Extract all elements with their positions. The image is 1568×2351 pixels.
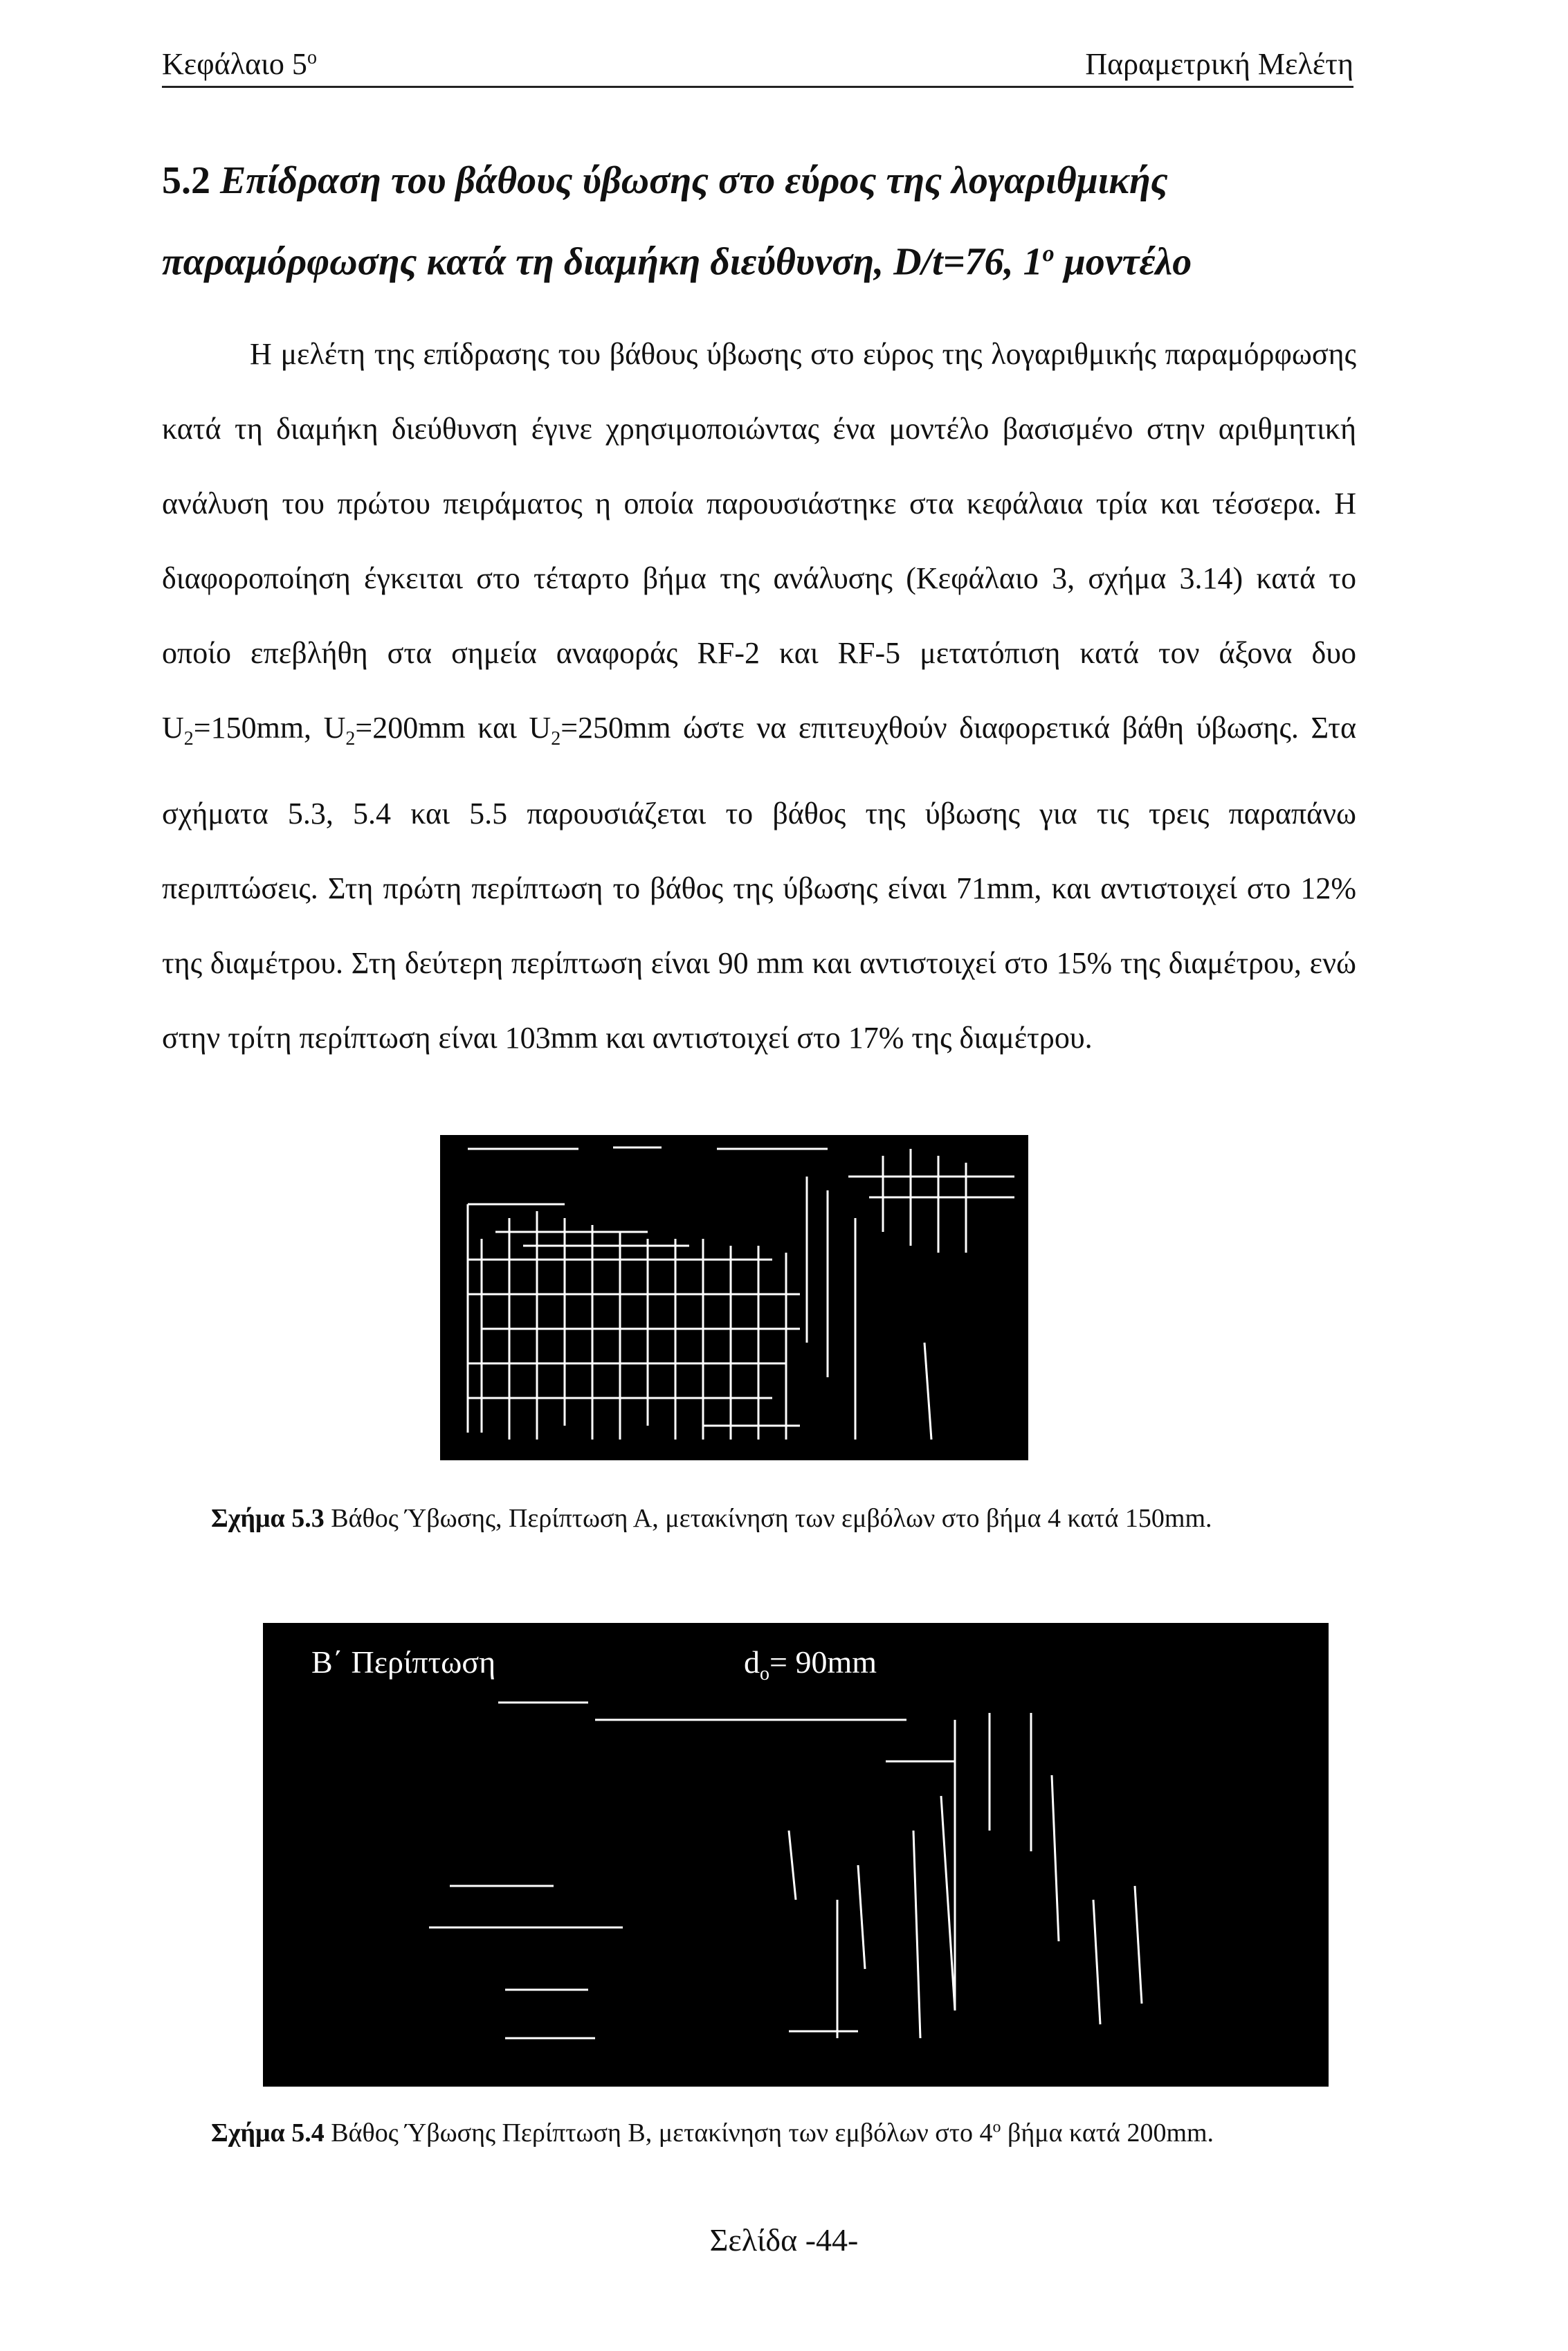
section-number: 5.2	[162, 159, 210, 202]
header-chapter: Κεφάλαιο $5^o$	[162, 46, 317, 81]
page-header	[162, 43, 1353, 88]
figure-5-4-case-label: Β΄ Περίπτωση	[311, 1644, 496, 1680]
figure-5-4-image	[263, 1623, 1329, 2087]
figure-5-4-caption: Σχήμα 5.4 Βάθος Ύβωσης Περίπτωση Β, μετακίνηση των εμβόλων στο $4^o$ βήμα κατά 200mm.	[211, 2118, 1214, 2148]
title-line-2: παραμόρφωσης κατά τη διαμήκη διεύθυνση, D/t=76, $1^o$ μοντέλο	[162, 240, 1192, 284]
figure-5-3-image	[440, 1135, 1028, 1460]
page-number: Σελίδα -44-	[709, 2222, 859, 2258]
deformed-mesh-b-icon	[263, 1623, 1329, 2087]
deformed-mesh-a-icon	[440, 1135, 1028, 1460]
body-paragraph: Η μελέτη της επίδρασης του βάθους ύβωσης στο εύρος της λογαριθμικής παραμόρφωσης κατά τη διαμήκη διεύθυνση έγινε χρησιμοποιώντας ένα μοντέλο βασισμένο στην αριθμητική ανάλυση του πρώτου πειράματος η οποία παρουσιάστηκε στα κεφάλαια τρία και τέσσερα. Η διαφοροποίηση έγκειται στο τέταρτο βήμα της ανάλυσης (Κεφάλαιο 3, σχήμα 3.14) κατά το οποίο επεβλήθη στα σημεία αναφοράς RF-2 και RF-5 μετατόπιση κατά τον άξονα δυο $U_2=150mm$, $U_2=200mm$ και $U_2=250mm$ ώστε να επιτευχθούν διαφορετικά βάθη ύβωσης. Στα σχήματα 5.3, 5.4 και 5.5 παρουσιάζεται το βάθος της ύβωσης για τις τρεις παραπάνω περιπτώσεις. Στη πρώτη περίπτωση το βάθος της ύβωσης είναι 71mm, και αντιστοιχεί στο 12% της διαμέτρου. Στη δεύτερη περίπτωση είναι 90 mm και αντιστοιχεί στο 15% της διαμέτρου, ενώ στην τρίτη περίπτωση είναι 103mm και αντιστοιχεί στο 17% της διαμέτρου.	[162, 337, 1356, 1055]
header-section: Παραμετρική Μελέτη	[1085, 47, 1353, 81]
section-title	[162, 144, 1380, 299]
title-line-1: Επίδραση του βάθους ύβωσης στο εύρος της λογαριθμικής	[220, 159, 1168, 202]
figure-5-3-caption: Σχήμα 5.3 Βάθος Ύβωσης, Περίπτωση Α, μετακίνηση των εμβόλων στο βήμα 4 κατά 150mm.	[211, 1504, 1212, 1533]
figure-5-4-depth-label: $d_o= 90mm$	[744, 1644, 877, 1685]
